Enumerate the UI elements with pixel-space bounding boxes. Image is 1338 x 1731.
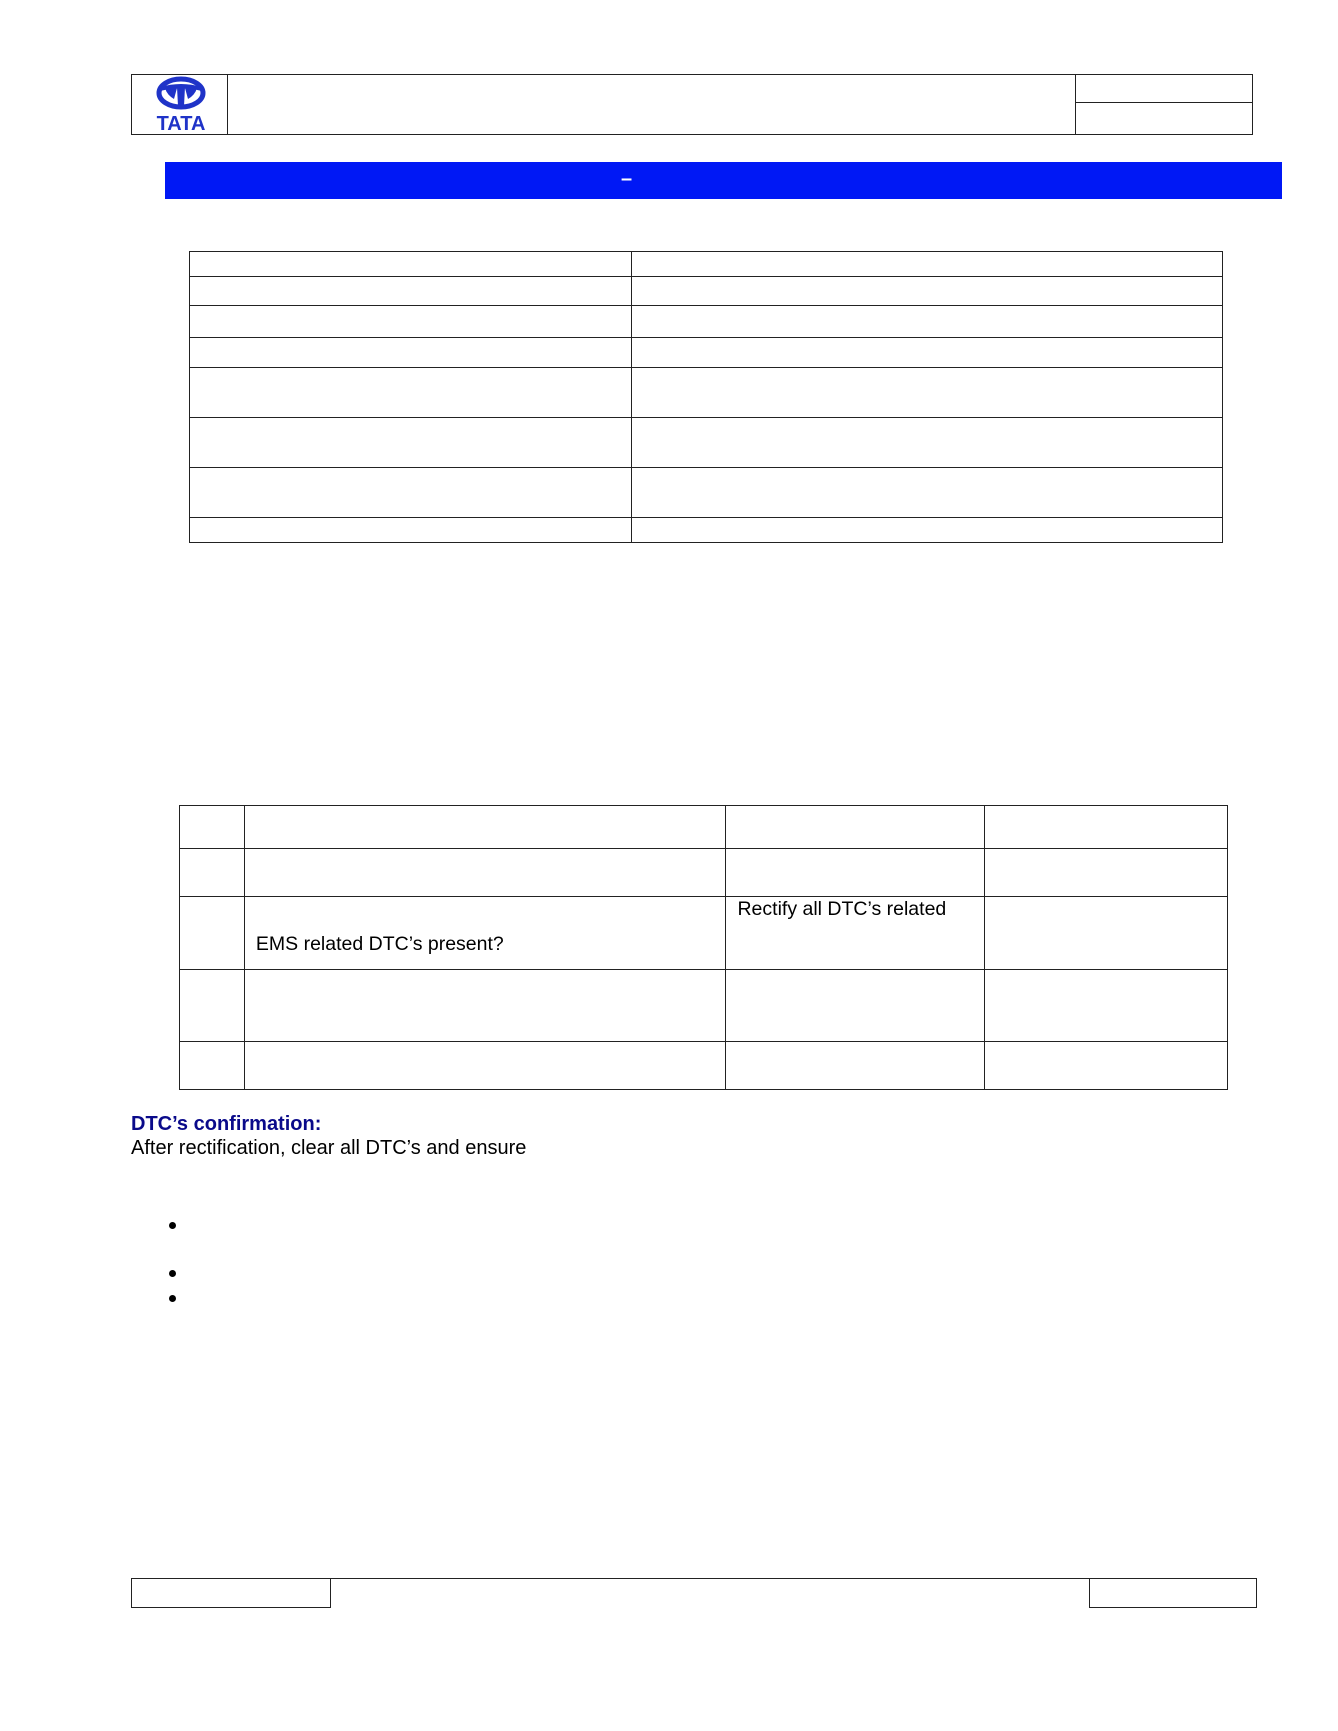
table-row [190, 338, 1223, 368]
table-cell [985, 806, 1228, 849]
bullet-icon [169, 1222, 176, 1229]
table-cell [180, 970, 245, 1042]
table-row [180, 1042, 1228, 1090]
diagnostic-steps-table [179, 805, 1228, 1090]
table-cell [726, 970, 985, 1042]
table-row [190, 368, 1223, 418]
table-cell [726, 849, 985, 897]
table-cell [190, 518, 632, 543]
logo-wordmark: TATA [156, 113, 206, 135]
document-header [131, 74, 1253, 135]
footer-left-box [131, 1578, 331, 1608]
table-row [190, 468, 1223, 518]
bullet-icon [169, 1295, 176, 1302]
table-cell [631, 252, 1222, 277]
table-cell [244, 897, 726, 970]
table-cell [190, 306, 632, 338]
table-cell [631, 468, 1222, 518]
table-cell [190, 277, 632, 306]
table-cell [244, 806, 726, 849]
table-cell [631, 338, 1222, 368]
dtc-question-text: EMS related DTC’s present? [255, 933, 504, 955]
table-row [180, 849, 1228, 897]
dtc-action-text: Rectify all DTC’s related [737, 898, 947, 920]
table-row [190, 252, 1223, 277]
section-heading: DTC’s confirmation: [131, 1113, 322, 1135]
table-cell [985, 897, 1228, 970]
table-cell [180, 1042, 245, 1090]
table-cell [631, 306, 1222, 338]
table-cell [244, 849, 726, 897]
table-cell [726, 897, 985, 970]
table-cell [726, 1042, 985, 1090]
table-row [190, 277, 1223, 306]
banner-dash: – [621, 168, 633, 190]
section-body-text: After rectification, clear all DTC’s and ensure [131, 1137, 527, 1159]
table-cell [180, 897, 245, 970]
table-cell [190, 368, 632, 418]
table-cell [180, 806, 245, 849]
info-table [189, 251, 1223, 543]
table-cell [631, 518, 1222, 543]
table-cell [631, 368, 1222, 418]
title-banner [165, 162, 1282, 199]
table-row [180, 806, 1228, 849]
table-row [180, 970, 1228, 1042]
table-cell [631, 277, 1222, 306]
logo-cell [132, 75, 228, 134]
footer-right-box [1089, 1578, 1257, 1608]
table-cell [244, 1042, 726, 1090]
table-cell [190, 252, 632, 277]
table-cell [190, 418, 632, 468]
table-cell [631, 418, 1222, 468]
table-cell [985, 970, 1228, 1042]
table-row [180, 897, 1228, 970]
bullet-icon [169, 1270, 176, 1277]
table-row [190, 306, 1223, 338]
table-cell [180, 849, 245, 897]
table-cell [190, 338, 632, 368]
tata-logo [132, 75, 227, 136]
table-cell [244, 970, 726, 1042]
table-row [190, 518, 1223, 543]
table-cell [190, 468, 632, 518]
table-cell [985, 849, 1228, 897]
header-meta-top [1076, 75, 1252, 103]
table-cell [985, 1042, 1228, 1090]
table-cell [726, 806, 985, 849]
table-row [190, 418, 1223, 468]
header-meta-cell [1075, 75, 1252, 134]
